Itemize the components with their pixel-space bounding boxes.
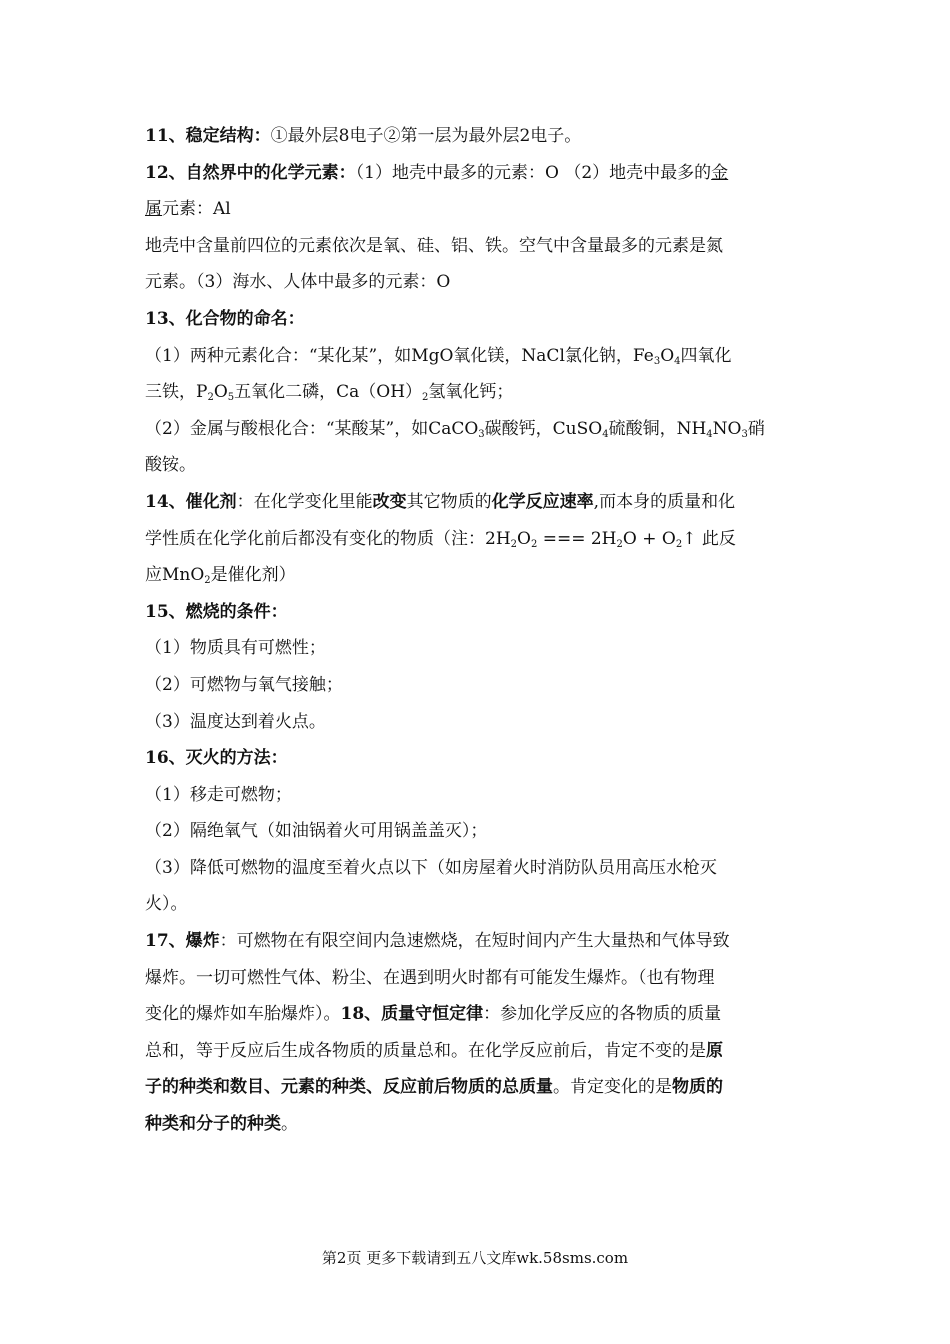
subscript: 5 bbox=[227, 392, 235, 404]
text-run: ①最外层8电子②第一层为最外层2电子。 bbox=[270, 126, 582, 146]
subscript: 4 bbox=[674, 355, 681, 367]
text-run: 爆炸。一切可燃性气体、粉尘、在遇到明火时都有可能发生爆炸。（也有物理 bbox=[145, 967, 715, 988]
text-run: （1）移走可燃物； bbox=[145, 784, 292, 805]
bold-text: 16、灭火的方法： bbox=[145, 748, 288, 769]
text-run: （1）物质具有可燃性； bbox=[145, 638, 326, 659]
text-run: 学性质在化学化前后都没有变化的物质（注：2H bbox=[145, 528, 511, 549]
subscript: 2 bbox=[616, 538, 623, 550]
bold-text: 化学反应速率 bbox=[491, 491, 594, 512]
text-run: 三铁，P bbox=[145, 382, 208, 403]
text-line bbox=[145, 850, 815, 887]
text-run: ：可燃物在有限空间内急速燃烧，在短时间内产生大量热和气体导致 bbox=[219, 931, 730, 952]
text-run: 元素：Al bbox=[162, 199, 231, 220]
text-run: 四氧化 bbox=[680, 345, 732, 366]
text-run: 硝 bbox=[747, 418, 765, 439]
text-run: 地壳中含量前四位的元素依次是氧、硅、铝、铁。空气中含量最多的元素是氮 bbox=[145, 235, 723, 256]
text-line bbox=[145, 484, 815, 521]
text-run: 总和，等于反应后生成各物质的质量总和。在化学反应前后，肯定不变的是 bbox=[145, 1040, 706, 1061]
bold-text: 种类和分子的种类 bbox=[145, 1114, 281, 1135]
subscript: 2 bbox=[510, 538, 518, 550]
text-line bbox=[145, 777, 815, 814]
text-run: （2）隔绝氧气（如油锅着火可用锅盖盖灭）； bbox=[145, 821, 488, 842]
text-line bbox=[145, 740, 815, 777]
text-line bbox=[145, 704, 815, 741]
subscript: 3 bbox=[741, 428, 748, 440]
text-run: O bbox=[660, 345, 675, 366]
subscript: 4 bbox=[706, 428, 713, 440]
text-run: 变化的爆炸如车胎爆炸）。 bbox=[145, 1004, 341, 1025]
text-run: ↑ 此反 bbox=[682, 528, 736, 549]
text-run: （3）温度达到着火点。 bbox=[145, 711, 326, 732]
text-run: （2）金属与酸根化合：“某酸某”，如CaCO bbox=[145, 418, 479, 439]
text-run: ：参加化学反应的各物质的质量 bbox=[483, 1004, 722, 1025]
text-line bbox=[145, 667, 815, 704]
bold-text: 15、燃烧的条件： bbox=[145, 601, 288, 622]
subscript: 2 bbox=[530, 538, 538, 550]
bold-text: 物质的 bbox=[672, 1077, 723, 1098]
text-line bbox=[145, 374, 815, 411]
subscript: 2 bbox=[675, 538, 683, 550]
text-line bbox=[145, 960, 815, 997]
subscript: 3 bbox=[653, 355, 661, 367]
text-line bbox=[145, 630, 815, 667]
text-line bbox=[145, 191, 815, 228]
page-footer: 第2页 更多下载请到五八文库wk.58sms.com bbox=[321, 1249, 629, 1267]
text-run: 应MnO bbox=[145, 565, 205, 586]
text-run: === 2H bbox=[537, 528, 617, 549]
text-line bbox=[145, 594, 815, 631]
text-run: 。肯定变化的是 bbox=[553, 1077, 672, 1098]
subscript: 3 bbox=[478, 428, 485, 440]
text-line bbox=[145, 338, 815, 375]
text-run: 金 bbox=[711, 162, 729, 183]
text-run: （1）地壳中最多的元素：O （2）地壳中最多的 bbox=[355, 162, 712, 183]
text-run: O + O bbox=[622, 528, 676, 549]
bold-text: 改变 bbox=[372, 491, 407, 512]
text-run: 元素。（3）海水、人体中最多的元素：O bbox=[145, 272, 451, 293]
subscript: 2 bbox=[422, 392, 429, 404]
text-line bbox=[145, 411, 815, 448]
subscript: 4 bbox=[602, 428, 609, 440]
text-run: 属 bbox=[145, 199, 162, 220]
bold-text: 原 bbox=[706, 1040, 723, 1061]
text-run: 。 bbox=[281, 1114, 298, 1135]
text-line bbox=[145, 886, 815, 923]
subscript: 2 bbox=[207, 392, 214, 404]
bold-text: 17、爆炸 bbox=[145, 931, 220, 952]
text-run: 硫酸铜，NH bbox=[608, 418, 707, 439]
bold-text: 12、自然界中的化学元素： bbox=[145, 162, 356, 183]
subscript: 2 bbox=[204, 575, 211, 587]
text-line bbox=[145, 301, 815, 338]
text-run: O bbox=[213, 382, 228, 403]
bold-text: 18、质量守恒定律 bbox=[340, 1004, 484, 1025]
document-body bbox=[145, 118, 815, 1143]
text-line bbox=[145, 557, 815, 594]
bold-text: 11、稳定结构： bbox=[145, 126, 271, 146]
text-run: NO bbox=[712, 418, 742, 439]
bold-text: 13、化合物的命名： bbox=[145, 308, 305, 329]
text-line bbox=[145, 447, 815, 484]
text-run: ,而本身的质量和化 bbox=[593, 491, 736, 512]
text-run: 火）。 bbox=[145, 894, 188, 915]
text-line bbox=[145, 118, 815, 155]
bold-text: 子的种类和数目、元素的种类、反应前后物质的总质量 bbox=[145, 1077, 553, 1098]
text-line bbox=[145, 155, 815, 192]
text-line bbox=[145, 228, 815, 265]
text-run: ：在化学变化里能 bbox=[236, 491, 373, 512]
text-line bbox=[145, 813, 815, 850]
text-line bbox=[145, 1106, 815, 1143]
text-run: 碳酸钙，CuSO bbox=[484, 418, 603, 439]
text-run: （2）可燃物与氧气接触； bbox=[145, 674, 343, 695]
text-line bbox=[145, 521, 815, 558]
text-run: （3）降低可燃物的温度至着火点以下（如房屋着火时消防队员用高压水枪灭 bbox=[145, 857, 717, 878]
text-run: 五氧化二磷，Ca（OH） bbox=[234, 382, 423, 403]
text-line bbox=[145, 996, 815, 1033]
text-line bbox=[145, 1069, 815, 1106]
text-run: O bbox=[517, 528, 531, 549]
text-run: 氢氧化钙； bbox=[428, 382, 514, 403]
text-run: 是催化剂） bbox=[210, 565, 296, 586]
text-run: 酸铵。 bbox=[145, 455, 196, 476]
text-run: 其它物质的 bbox=[406, 491, 492, 512]
bold-text: 14、催化剂 bbox=[145, 491, 237, 512]
text-line bbox=[145, 923, 815, 960]
text-run: （1）两种元素化合：“某化某”，如MgO氧化镁，NaCl氯化钠，Fe bbox=[145, 345, 654, 366]
text-line bbox=[145, 264, 815, 301]
text-line bbox=[145, 1033, 815, 1070]
